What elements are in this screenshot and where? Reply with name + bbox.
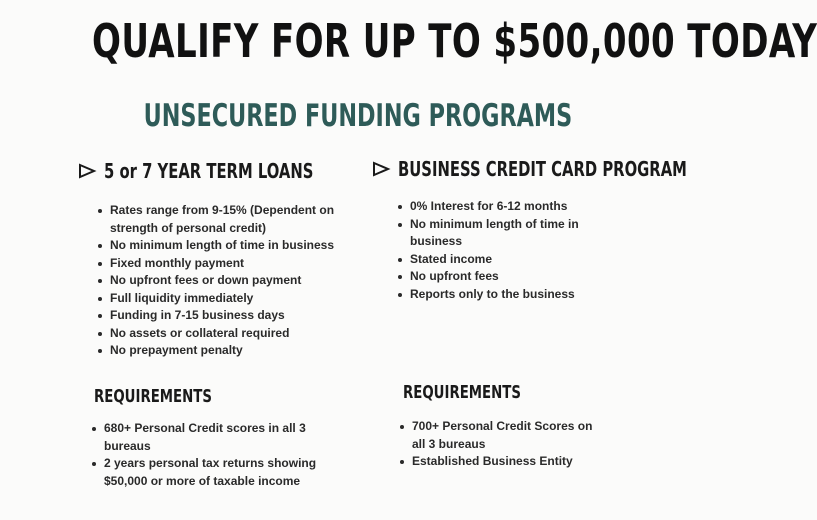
credit-card-requirements-list [398,418,598,471]
list-item: Established Business Entity [398,453,598,471]
list-item: Fixed monthly payment [96,255,356,273]
play-triangle-icon [372,161,390,177]
list-item: No upfront fees or down payment [96,272,356,290]
play-triangle-icon [78,163,96,179]
list-item: 0% Interest for 6-12 months [396,198,586,216]
list-item: No minimum length of time in business [96,237,356,255]
list-item: 2 years personal tax returns showing $50,000 or more of taxable income [90,455,350,490]
page-headline: QUALIFY FOR UP TO $500,000 TODAY [92,14,817,68]
list-item: No prepayment penalty [96,342,356,360]
list-item: 680+ Personal Credit scores in all 3 bureaus [90,420,350,455]
list-item: Rates range from 9-15% (Dependent on strength of personal credit) [96,202,356,237]
credit-card-features-list [396,198,586,303]
term-loans-requirements-heading: REQUIREMENTS [94,386,212,407]
list-item: No upfront fees [396,268,586,286]
credit-card-heading-text: BUSINESS CREDIT CARD PROGRAM [398,157,687,181]
list-item: Funding in 7-15 business days [96,307,356,325]
term-loans-features-list [96,202,356,360]
list-item: Full liquidity immediately [96,290,356,308]
list-item: No minimum length of time in business [396,216,586,251]
credit-card-requirements-heading: REQUIREMENTS [403,382,521,403]
page-subheading: UNSECURED FUNDING PROGRAMS [143,98,573,134]
term-loans-heading [78,159,387,183]
list-item: Stated income [396,251,586,269]
term-loans-heading-text: 5 or 7 YEAR TERM LOANS [104,159,314,183]
list-item: 700+ Personal Credit Scores on all 3 bureaus [398,418,598,453]
list-item: Reports only to the business [396,286,586,304]
list-item: No assets or collateral required [96,325,356,343]
credit-card-heading [372,157,788,181]
term-loans-requirements-list [90,420,350,490]
